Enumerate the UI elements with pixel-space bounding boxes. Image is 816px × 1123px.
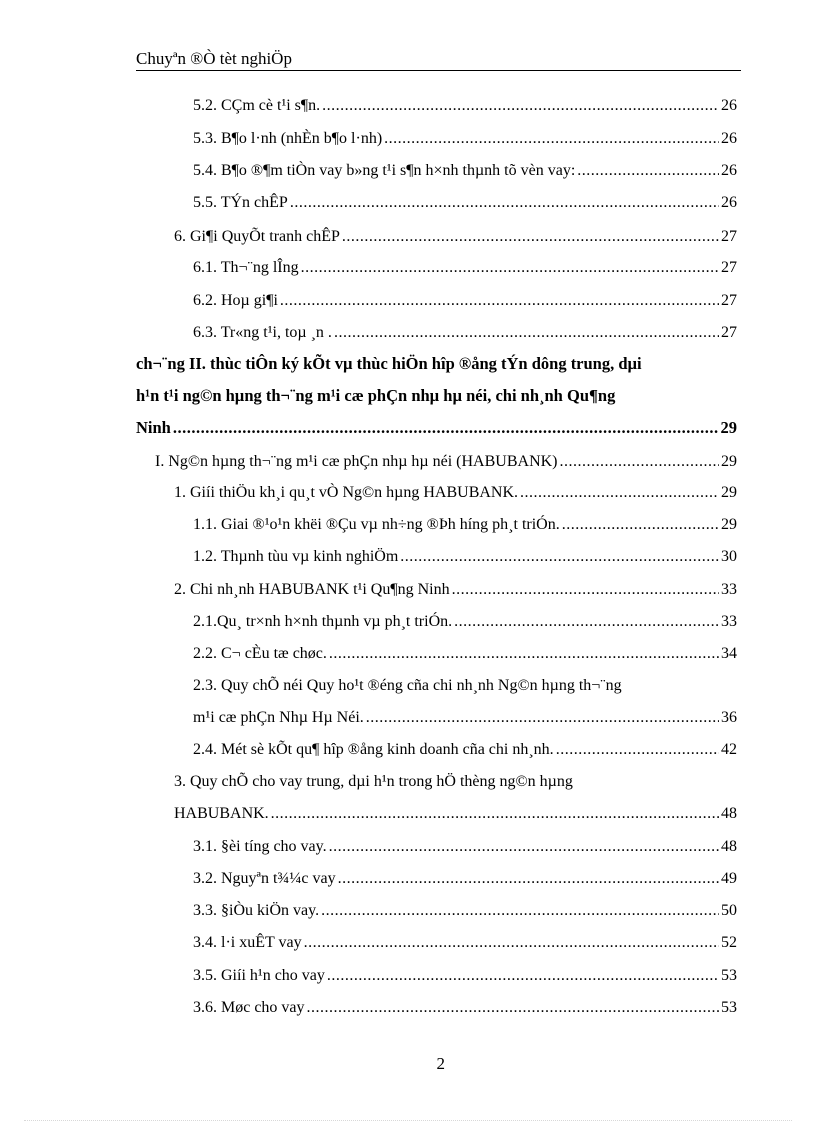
toc-entry: 5.2. CÇm cè t¹i s¶n. ..... 26 bbox=[193, 94, 737, 118]
toc-leader-dots bbox=[562, 513, 719, 537]
toc-leader-dots bbox=[384, 127, 719, 151]
toc-entry: 3.5. Giíi h¹n cho vay ..... 53 bbox=[193, 964, 737, 988]
toc-entry: 5.3. B¶o l·nh (nhÈn b¶o l·nh) ..... 26 bbox=[193, 127, 737, 151]
toc-entry: 6. Gi¶i QuyÕt tranh chÊP ..... 27 bbox=[174, 225, 737, 249]
toc-leader-dots bbox=[290, 191, 719, 215]
toc-entry: 6.3. Tr«ng t¹i, toµ ¸n . ..... 27 bbox=[193, 321, 737, 345]
toc-leader-dots bbox=[304, 931, 719, 955]
toc-leader-dots bbox=[366, 706, 719, 730]
toc-entry: 2.1.Qu¸ tr×nh h×nh thµnh vµ ph¸t triÓn. ..... 33 bbox=[193, 610, 737, 634]
toc-entry: 5.5. TÝn chÊP ..... 26 bbox=[193, 191, 737, 215]
toc-leader-dots bbox=[342, 225, 719, 249]
toc-entry: 2.2. C¬ cÈu tæ chøc. ..... 34 bbox=[193, 642, 737, 666]
page-number: 2 bbox=[436, 1054, 445, 1073]
toc-entry: 1.1. Giai ®¹o¹n khëi ®Çu vµ nh÷ng ®Þh híng ph¸t triÓn. ..... 29 bbox=[193, 513, 737, 537]
toc-leader-dots bbox=[520, 481, 719, 505]
toc-leader-dots bbox=[452, 578, 719, 602]
toc-entry: m¹i cæ phÇn Nhµ Hµ Néi. ..... 36 bbox=[193, 706, 737, 730]
toc-leader-dots bbox=[577, 159, 719, 183]
toc-leader-dots bbox=[556, 738, 719, 762]
page-bottom-edge bbox=[24, 1120, 792, 1121]
toc-entry-line: 3. Quy chÕ cho vay trung, dµi h¹n trong hÖ thèng ng©n hµng bbox=[174, 773, 573, 790]
toc-leader-dots bbox=[301, 256, 719, 280]
chapter-heading-entry: Ninh ..... 29 bbox=[136, 416, 737, 440]
toc-entry: 3.4. l·i xuÊT vay ..... 52 bbox=[193, 931, 737, 955]
toc-entry-line: 2.3. Quy chÕ néi Quy ho¹t ®éng cña chi nh¸nh Ng©n hµng th¬¨ng bbox=[193, 677, 622, 694]
toc-leader-dots bbox=[560, 450, 720, 474]
toc-entry: 3.6. Møc cho vay ..... 53 bbox=[193, 996, 737, 1020]
toc-entry: 3.3. §iÒu kiÖn vay. ..... 50 bbox=[193, 899, 737, 923]
toc-leader-dots bbox=[400, 545, 719, 569]
toc-entry: 1.2. Thµnh tùu vµ kinh nghiÖm ..... 30 bbox=[193, 545, 737, 569]
toc-entry: 2.4. Mét sè kÕt qu¶ hîp ®ång kinh doanh cña chi nh¸nh. ..... 42 bbox=[193, 738, 737, 762]
toc-entry: 6.1. Th¬¨ng lÎng ..... 27 bbox=[193, 256, 737, 280]
toc-entry: 1. Giíi thiÖu kh¸i qu¸t vÒ Ng©n hµng HABUBANK. ..... 29 bbox=[174, 481, 737, 505]
toc-entry: 3.1. §èi tíng cho vay. ..... 48 bbox=[193, 835, 737, 859]
toc-entry: 3.2. Nguyªn t¾¼c vay ..... 49 bbox=[193, 867, 737, 891]
toc-leader-dots bbox=[280, 289, 719, 313]
toc-entry: 6.2. Hoµ gi¶i ..... 27 bbox=[193, 289, 737, 313]
toc-leader-dots bbox=[307, 996, 719, 1020]
toc-leader-dots bbox=[327, 964, 719, 988]
toc-leader-dots bbox=[454, 610, 719, 634]
toc-leader-dots bbox=[271, 802, 719, 826]
toc-leader-dots bbox=[329, 835, 719, 859]
toc-leader-dots bbox=[334, 321, 719, 345]
toc-entry: 5.4. B¶o ®¶m tiÒn vay b»ng t¹i s¶n h×nh thµnh tõ vèn vay: ..... 26 bbox=[193, 159, 737, 183]
toc-entry: 2. Chi nh¸nh HABUBANK t¹i Qu¶ng Ninh ..... 33 bbox=[174, 578, 737, 602]
chapter-heading-line: h¹n t¹i ng©n hµng th¬¨ng m¹i cæ phÇn nhµ hµ néi, chi nh¸nh Qu¶ng bbox=[136, 386, 616, 405]
chapter-heading-line: ch¬¨ng II. thùc tiÔn ký kÕt vµ thùc hiÖn hîp ®ång tÝn dông trung, dµi bbox=[136, 354, 642, 373]
toc-entry: I. Ng©n hµng th¬¨ng m¹i cæ phÇn nhµ hµ néi (HABUBANK) ..... 29 bbox=[155, 450, 737, 474]
toc-leader-dots bbox=[321, 899, 719, 923]
toc-leader-dots bbox=[173, 416, 719, 440]
running-header: Chuyªn ®Ò tèt nghiÖp bbox=[136, 49, 292, 68]
toc-leader-dots bbox=[322, 94, 719, 118]
toc-entry: HABUBANK. ..... 48 bbox=[174, 802, 737, 826]
toc-leader-dots bbox=[329, 642, 719, 666]
toc-leader-dots bbox=[338, 867, 719, 891]
